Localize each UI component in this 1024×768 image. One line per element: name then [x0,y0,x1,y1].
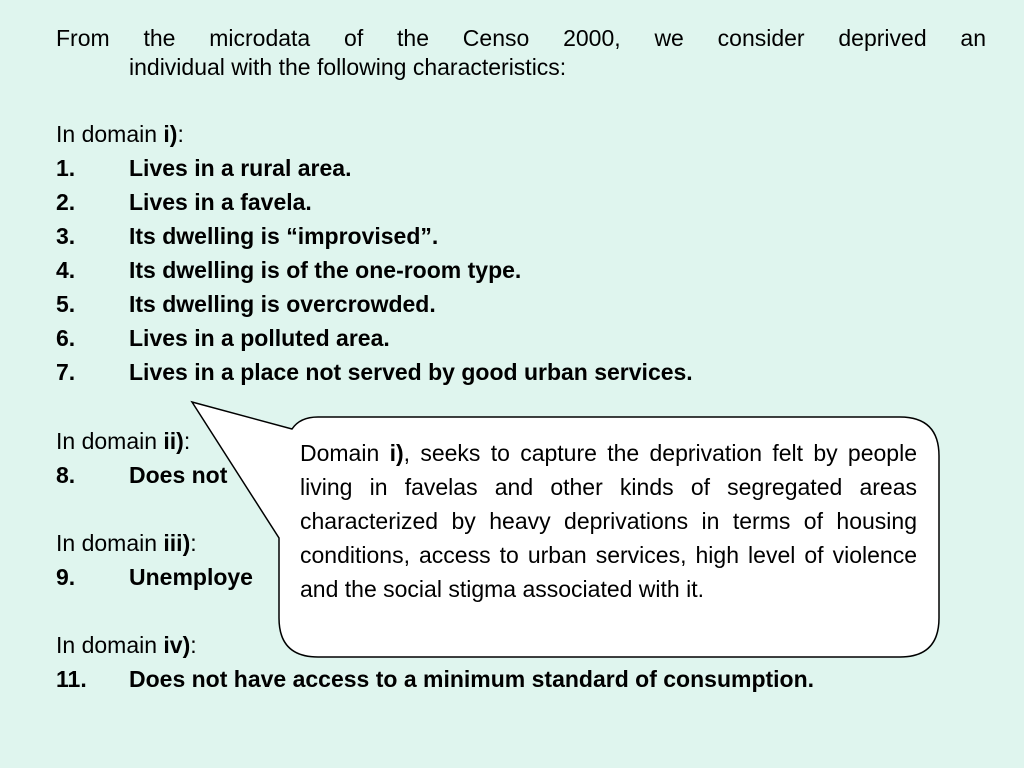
list-item: 5. Its dwelling is overcrowded. [56,291,436,317]
list-item: 3. Its dwelling is “improvised”. [56,223,439,249]
intro-line-1: From the microdata of the Censo 2000, we consider deprived an [56,25,986,51]
intro-paragraph [56,24,986,82]
domain-ii-heading: In domain ii): [56,428,191,454]
list-item: 11. Does not have access to a minimum standard of consumption. [56,666,815,692]
list-item: 8. Does not [56,462,228,488]
domain-i-heading: In domain i): [56,121,184,147]
list-item: 9. Unemploye [56,564,253,590]
list-item: 4. Its dwelling is of the one-room type. [56,257,522,283]
list-item: 1. Lives in a rural area. [56,155,352,181]
list-item: 2. Lives in a favela. [56,189,312,215]
list-item: 7. Lives in a place not served by good urban services. [56,359,693,385]
list-item: 6. Lives in a polluted area. [56,325,390,351]
intro-line-2: individual with the following characteristics: [129,54,567,80]
domain-iv-heading: In domain iv): [56,632,197,658]
callout-balloon [278,416,940,658]
callout-text: Domain i), seeks to capture the deprivation felt by people living in favelas and other kinds of segregated areas characterized by heavy deprivations in terms of housing conditions, access to urban services, high level of violence and the social stigma associated with it. [300,440,917,602]
domain-iii-heading: In domain iii): [56,530,197,556]
